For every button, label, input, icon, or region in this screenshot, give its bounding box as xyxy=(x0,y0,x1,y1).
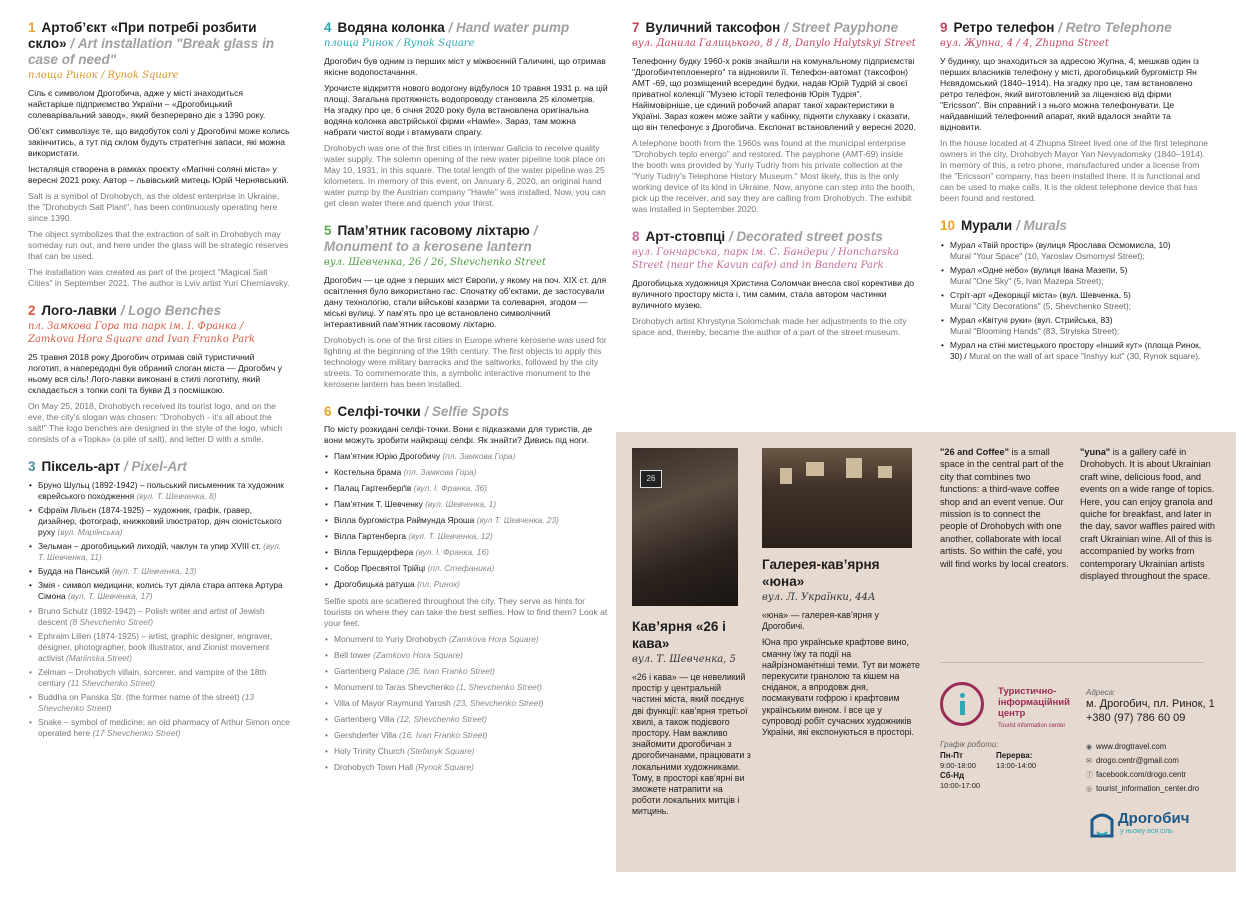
gallery-address: вул. Л. Українки, 44А xyxy=(762,592,876,603)
title-uk: Артоб’єкт «При потребі розбити скло» xyxy=(28,20,257,51)
list-item: • Бруно Шульц (1892-1942) – польський письменник та художник єврейського походження (вул. Т. Шевченка, 8) xyxy=(28,480,290,502)
section-selfie-spots xyxy=(324,404,608,772)
list-item: • Палац Гартенберґів (вул. І. Франка, 36) xyxy=(324,483,608,494)
section-number: 4 xyxy=(324,20,332,35)
drohobych-brand xyxy=(1088,806,1228,846)
contacts-list xyxy=(1086,740,1236,796)
list-item: • Snake – symbol of medicine; an old pharmacy of Arthur Simon once operated here (17 Shevchenko Street) xyxy=(28,717,290,739)
paragraph-uk: Сіль є символом Дрогобича, адже у місті знаходиться найстаріше підприємство України – «Дрогобицький солеварівальний завод», який безперервно діє з 1390 року. xyxy=(28,88,266,120)
gallery-yuna-photo xyxy=(762,448,912,548)
section-number: 2 xyxy=(28,303,36,318)
paragraph-en: In the house located at 4 Zhupna Street lived one of the first telephone owners in the city, Drohobych Mayor Yan Nevyadomsky (1840–1914). In memory of this, a retro phone, manufactured under a license from the "Ericsson" company, has been installed there. It is functional and can be used to make calls. It is the oldest telephone device that has been found and restored. xyxy=(940,138,1209,203)
title-uk: Мурали xyxy=(961,218,1013,233)
brand-tagline: у ньому вся сіль xyxy=(1120,828,1173,835)
paragraph-uk: Дрогобич був одним із перших міст у міжвоєнній Галичині, що отримав якісне водопостачання. xyxy=(324,56,606,77)
paragraph-en: The object symbolizes that the extraction of salt in Drohobych may someday run out, and here under the glass will be strategic reserves that can be used. xyxy=(28,229,289,261)
working-hours: Графік роботи: Пн-Пт 9:00-18:00 Сб-Нд 10:00-17:00 Перерва: 13:00-14:00 xyxy=(940,740,1080,791)
instagram-icon: ◎ xyxy=(1086,786,1093,793)
paragraph-uk: У будинку, що знаходиться за адресою Жупна, 4, мешкав один із перших власників телефону у місті, дрогобицький бургомістр Ян Нєвядомський (1840–1914). На згадку про це, там встановлено ретро телефон, який виготовлений за ліцензією від фірми "Ericsson". Він справний і з нього можна телефонувати. Це найдавніший телефонний апарат, який вдалося знайти та відновити. xyxy=(940,56,1199,132)
address: вул. Шевченка, 26 / 26, Shevchenko Street xyxy=(324,257,547,268)
section-title xyxy=(940,20,1212,36)
section-pixel-art xyxy=(28,459,290,739)
list-item: • Пам’ятник Юрію Дрогобичу (пл. Замкова Гора) xyxy=(324,451,608,462)
address: площа Ринок / Rynok Square xyxy=(28,70,179,81)
cafe-26-photo xyxy=(632,448,738,606)
section-art-installation xyxy=(28,20,290,289)
title-en: / Logo Benches xyxy=(120,303,222,318)
section-street-posts xyxy=(632,229,916,338)
info-center-logo-icon xyxy=(940,682,984,726)
address: вул. Жупна, 4 / 4, Zhupna Street xyxy=(940,38,1109,49)
list-item: • Villa of Mayor Raymund Yarosh (23, Shevchenko Street) xyxy=(324,698,608,709)
title-uk: Лого-лавки xyxy=(41,303,117,318)
title-uk: Піксель-арт xyxy=(41,459,121,474)
cafe-26-block xyxy=(632,618,752,823)
section-title xyxy=(324,20,608,36)
cafe-en-name: "26 and Coffee" xyxy=(940,447,1009,457)
section-number: 6 xyxy=(324,404,332,419)
title-uk: Пам’ятник гасовому ліхтарю xyxy=(337,223,530,238)
section-kerosene-lantern xyxy=(324,223,608,390)
cafe-description: «26 і кава» — це невеликий простір у центральній частині міста, який поєднує дві функції: кав’ярня третьої хвилі, а також подієвого простору. Нам важливо знайомити дрогобичан з дрогобичанами, працювати з локальними художниками. Тому, в просторі кав’ярні ви зможете натрапити на роботи локальних митців і митцинь. xyxy=(632,672,751,817)
section-water-pump xyxy=(324,20,608,209)
cafes-and-info-panel xyxy=(616,432,1236,872)
paragraph-en: Drohobych was one of the first cities in interwar Galicia to receive quality water supply. The solemn opening of the new water pipeline took place on May 10, 1931, in this square. The total length of the water pipeline was 25 kilometers. In memory of this event, on January 6, 2020, an original hand water pump by the Austrian company "Hawle" was installed. Now, you can get clean water there and quench your thirst. xyxy=(324,143,606,208)
brand-name: Дрогобич xyxy=(1118,810,1190,827)
murals-list xyxy=(940,240,1212,362)
section-number: 8 xyxy=(632,229,640,244)
gallery-intro: «юна» — галерея-кав’ярня у Дрогобичі. xyxy=(762,610,879,632)
list-item: • Єфраїм Лільєн (1874-1925) – художник, графік, гравер, дизайнер, фотограф, книжковий ілюстратор, діяч сіоністського руху (вул. Маріїнська) xyxy=(28,505,290,537)
title-uk: Арт-стовпці xyxy=(645,229,726,244)
column-4 xyxy=(940,20,1212,376)
email-link[interactable]: ✉ drogo.centr@gmail.com xyxy=(1086,754,1236,768)
paragraph-uk: Дрогобич — це одне з перших міст Європи, у якому на поч. XIX ст. для освітлення було використано гас. Спочатку об’єктами, де застосували дану технологію, стали військові казарми та солеварня, згодом — міські вулиці. У пам’ять про це встановлено символічний інтерактивний пам’ятник гасовому ліхтарю. xyxy=(324,275,607,329)
list-item: • Мурал «Квітучі руки» (вул. Стрийська, 83) Mural "Blooming Hands" (83, Stryiska Street); xyxy=(940,315,1212,337)
title-uk: Вуличний таксофон xyxy=(645,20,781,35)
section-title xyxy=(28,459,290,475)
title-uk: Ретро телефон xyxy=(953,20,1055,35)
section-retro-telephone xyxy=(940,20,1212,204)
section-murals xyxy=(940,218,1212,362)
list-item: • Bruno Schulz (1892-1942) – Polish writer and artist of Jewish descent (8 Shevchenko Street) xyxy=(28,606,290,628)
info-center-name: Туристично-інформаційний центр Tourist information center xyxy=(998,686,1070,729)
section-number: 9 xyxy=(940,20,948,35)
list-item: • Костельна брама (пл. Замкова Гора) xyxy=(324,467,608,478)
paragraph-uk: Інсталяція створена в рамках проєкту «Магічні соляні міста» у вересні 2021 року. Автор – львівський митець Юрій Чернявський. xyxy=(28,164,289,185)
hours-label: Графік роботи: xyxy=(940,740,999,749)
list-item: • Мурал на стіні мистецького простору «Інший кут» (площа Ринок, 30) / Mural on the wall of art space "Inshyy kut" (30, Rynok square). xyxy=(940,340,1212,362)
section-number: 10 xyxy=(940,218,956,233)
gallery-yuna-en xyxy=(1080,446,1220,587)
title-en: / Pixel-Art xyxy=(123,459,187,474)
list-item: • Змія - символ медицини, колись тут діяла стара аптека Артура Сімона (вул. Т. Шевченка, 17) xyxy=(28,580,290,602)
selfie-list-uk xyxy=(324,451,608,590)
section-title xyxy=(324,223,608,255)
list-item: • Holy Trinity Church (Stefanyk Square) xyxy=(324,746,608,757)
facebook-link[interactable]: ⓕ facebook.com/drogo.centr xyxy=(1086,768,1236,782)
address-value: м. Дрогобич, пл. Ринок, 1 xyxy=(1086,698,1215,710)
divider xyxy=(940,662,1204,663)
list-item: • Monument to Yuriy Drohobych (Zamkova Hora Square) xyxy=(324,634,608,645)
list-item: • Стріт-арт «Декорації міста» (вул. Шевченка, 5) Mural "City Decorations" (5, Shevchenko Street); xyxy=(940,290,1212,312)
gallery-description: Юна про українське крафтове вино, смачну їжу та події на найрізноманітніші теми. Тут ви можете перекусити гранолою та кішем на сніданок, а впродовж дня, посмакувати гофрою і крафтовим українським вином. І все це у супроводі робіт сучасних художників України, які експонуються в просторі. xyxy=(762,637,920,738)
paragraph-uk: Об’єкт символізує те, що видобуток солі у Дрогобичі може колись закінчитись, а тут під склом будуть стратегічні запаси, які можна використати. xyxy=(28,126,290,158)
globe-icon: ◉ xyxy=(1086,744,1093,751)
list-item: • Мурал «Твій простір» (вулиця Ярослава Осмомисла, 10) Mural "Your Space" (10, Yaroslav Osmomysl Street); xyxy=(940,240,1212,262)
pixel-art-list-en xyxy=(28,606,290,739)
list-item: • Собор Пресвятої Трійці (пл. Стефаника) xyxy=(324,563,608,574)
selfie-list-en xyxy=(324,634,608,773)
section-logo-benches xyxy=(28,303,290,445)
list-item: • Zelman – Drohobych villain, sorcerer, and vampire of the 18th century (11 Shevchenko Street) xyxy=(28,667,290,689)
info-address xyxy=(1086,688,1226,725)
list-item: • Зельман – дрогобицький лиходій, чаклун та упир XVIII ст. (вул. Т. Шевченка, 11) xyxy=(28,541,290,563)
list-item: • Drohobych Town Hall (Rynok Square) xyxy=(324,762,608,773)
section-number: 5 xyxy=(324,223,332,238)
title-en: / Monument to a kerosene lantern xyxy=(324,223,538,254)
facebook-icon: ⓕ xyxy=(1086,772,1093,779)
address: вул. Данила Галицького, 8 / 8, Danylo Halytskyi Street xyxy=(632,38,916,49)
website-link[interactable]: ◉ www.drogtravel.com xyxy=(1086,740,1236,754)
title-en: / Murals xyxy=(1016,218,1068,233)
address: площа Ринок / Rynok Square xyxy=(324,38,475,49)
section-number: 3 xyxy=(28,459,36,474)
address: пл. Замкова Гора та парк ім. І. Франка / Zamkova Hora Square and Ivan Franko Park xyxy=(28,321,256,345)
gallery-en-name: "yuna" xyxy=(1080,447,1111,457)
column-3 xyxy=(632,20,916,352)
paragraph-en: Drohobych is one of the first cities in Europe where kerosene was used for lighting at the beginning of the 19th century. The first objects to apply this technology were military barracks and the saltworks, followed by the city streets. To commemorate this, a symbolic interactive monument to the kerosene lantern has been installed. xyxy=(324,335,607,389)
address: вул. Гончарська, парк ім. С. Бандери / Honcharska Street (near the Kavun cafe) and in Bandera Park xyxy=(632,247,900,271)
section-title xyxy=(632,20,916,36)
cafe-26-en xyxy=(940,446,1070,575)
cafe-title: Кав’ярня «26 і кава» xyxy=(632,619,726,651)
list-item: • Вілла бургомістра Раймунда Яроша (вул Т. Шевченка, 23) xyxy=(324,515,608,526)
paragraph-en: On May 25, 2018, Drohobych received its tourist logo, and on the eve, the city's slogan was chosen: "Drohobych - it's all about the salt!" The logo benches are designed in the style of the logo, which consists of a «Topka» (a pile of salt), and letter D with a smile. xyxy=(28,401,283,444)
drohobych-logo-icon xyxy=(1088,810,1116,840)
list-item: • Мурал «Одне небо» (вулиця Івана Мазепи, 5) Mural "One Sky" (5, Ivan Mazepa Street); xyxy=(940,265,1212,287)
cafe-sign: 26 xyxy=(640,470,662,488)
list-item: • Gartenberg Palace (36, Ivan Franko Street) xyxy=(324,666,608,677)
title-en: / Street Payphone xyxy=(784,20,899,35)
list-item: • Будда на Панській (вул. Т. Шевченка, 13) xyxy=(28,566,290,577)
gallery-title: Галерея-кав’ярня «юна» xyxy=(762,557,880,589)
pixel-art-list-uk xyxy=(28,480,290,602)
paragraph-uk: Урочисте відкриття нового водогону відбулося 10 травня 1931 р. на цій площі. Загальна протяжність водопроводу становила 25 кілометрів. На згадку про це, 6 січня 2020 року була встановлена оригінальна водяна колонка австрійської фірми «Hawle». Зараз, там можна набрати чистої води і втамувати спрагу. xyxy=(324,83,608,137)
gallery-en-description: is a gallery café in Drohobych. It is about Ukrainian craft wine, delicious food, and events on a wide range of topics. Here, you can enjoy granola and quiche for breakfast, and later in the day, savor waffles paired with craft Ukrainian wine. All of this is accompanied by works from contemporary Ukrainian artists displayed throughout the space. xyxy=(1080,447,1215,582)
list-item: • Пам’ятник Т. Шевченку (вул. Шевченка, 1) xyxy=(324,499,608,510)
list-item: • Дрогобицька ратуша (пл. Ринок) xyxy=(324,579,608,590)
list-item: • Gartenberg Villa (12, Shevchenko Street) xyxy=(324,714,608,725)
title-uk: Селфі-точки xyxy=(337,404,421,419)
title-en: / Selfie Spots xyxy=(424,404,510,419)
list-item: • Ephraim Lilien (1874-1925) – artist, graphic designer, engraver, designer, photographer, book illustrator, and Zionist movement activist (Mariinska Street) xyxy=(28,631,290,663)
paragraph-en: A telephone booth from the 1960s was found at the municipal enterprise "Drohobych teplo energo" and restored. The payphone (AMT-69) inside the booth was provided by Yuriy Tudriy from his private collection at the "Yuriy Tudriy's Telephone History Museum." Most likely, this is the only working device of its kind in Ukraine. Now, anyone can step into the booth, pick up the receiver, and say they are calling from Drohobych. The exhibit was installed in September 2020. xyxy=(632,138,915,214)
column-2 xyxy=(324,20,608,786)
list-item: • Вілла Гершдерфера (вул. І. Франка, 16) xyxy=(324,547,608,558)
section-title xyxy=(940,218,1212,234)
title-en: / Hand water pump xyxy=(448,20,570,35)
paragraph-en: Drohobych artist Khrystyna Solomchak made her adjustments to the city space and, thereby, became the author of a part of the street museum. xyxy=(632,316,907,337)
address-label: Адреса: xyxy=(1086,688,1116,697)
paragraph-uk: Дрогобицька художниця Христина Соломчак внесла свої корективи до вуличного простору міста і, тим самим, стала автором частинки вуличного музею. xyxy=(632,278,915,310)
phone-number[interactable]: +380 (97) 786 60 09 xyxy=(1086,712,1186,724)
paragraph-en: Salt is a symbol of Drohobych, as the oldest enterprise in Ukraine, the "Drohobych Salt Plant", has been continuously operating here since 1390. xyxy=(28,191,280,223)
instagram-link[interactable]: ◎ tourist_information_center.dro xyxy=(1086,782,1236,796)
section-title xyxy=(28,303,290,319)
paragraph-uk: Телефонну будку 1960-х років знайшли на комунальному підприємстві "Дрогобичтеплоенерго" та відновили її. Телефон-автомат (таксофон) АМТ -69, що розміщений всередині будки, надав Юрій Тудрій зі своєї приватної колекції "Музею історії телефонів Юрія Тудрія". Найімовірніше, це єдиний робочий апарат такої характеристики в Україні. Зараз кожен може зайти у кабінку, підняти слухавку і сказати, що він телефонує з Дрогобича. Експонат встановлений у вересні 2020. xyxy=(632,56,916,132)
mail-icon: ✉ xyxy=(1086,758,1092,765)
column-1 xyxy=(28,20,290,753)
section-title xyxy=(632,229,916,245)
title-en: / Retro Telephone xyxy=(1058,20,1172,35)
section-street-payphone xyxy=(632,20,916,215)
list-item: • Buddha on Panska Str. (the former name of the street) (13 Shevchenko Street) xyxy=(28,692,290,714)
title-en: / Art installation "Break glass in case of need" xyxy=(28,36,275,67)
section-title xyxy=(324,404,608,420)
title-uk: Водяна колонка xyxy=(337,20,445,35)
list-item: • Вілла Гартенберга (вул. Т. Шевченка, 12) xyxy=(324,531,608,542)
paragraph-uk: 25 травня 2018 року Дрогобич отримав свій туристичний логотип, а напередодні був обраний слоган міста — Дрогобич у ньому вся сіль! Лого-лавки виконані в стилі логотипу, який складається з топки солі та букви Д з посмішкою. xyxy=(28,352,282,395)
section-title xyxy=(28,20,290,68)
list-item: • Monument to Taras Shevchenko (1, Shevchenko Street) xyxy=(324,682,608,693)
cafe-en-description: is a small space in the central part of the city that combines two functions: a third-wave coffee shop and an event venue. Our mission is to connect the people of Drohobych with one another, collaborate with local artists. So within the café, you will find works by local creators. xyxy=(940,447,1069,569)
paragraph-en: Selfie spots are scattered throughout the city. They serve as hints for tourists on where they can take the best selfies. How to find them? Look at your feet. xyxy=(324,595,608,628)
section-number: 7 xyxy=(632,20,640,35)
paragraph-uk: По місту розкидані селфі-точки. Вони є підказками для туристів, де вони можуть зробити найкращі селфі. Як знайти? Дивись під ноги. xyxy=(324,424,593,445)
section-number: 1 xyxy=(28,20,36,35)
cafe-address: вул. Т. Шевченка, 5 xyxy=(632,654,736,665)
title-en: / Decorated street posts xyxy=(728,229,883,244)
list-item: • Bell tower (Zamkovo Hora Square) xyxy=(324,650,608,661)
paragraph-en: The installation was created as part of the project "Magical Salt Cities" in September 2021. The author is Lviv artist Yuri Cherniavsky. xyxy=(28,267,290,288)
list-item: • Gershderfer Villa (16, Ivan Franko Street) xyxy=(324,730,608,741)
gallery-yuna-block xyxy=(762,556,922,743)
